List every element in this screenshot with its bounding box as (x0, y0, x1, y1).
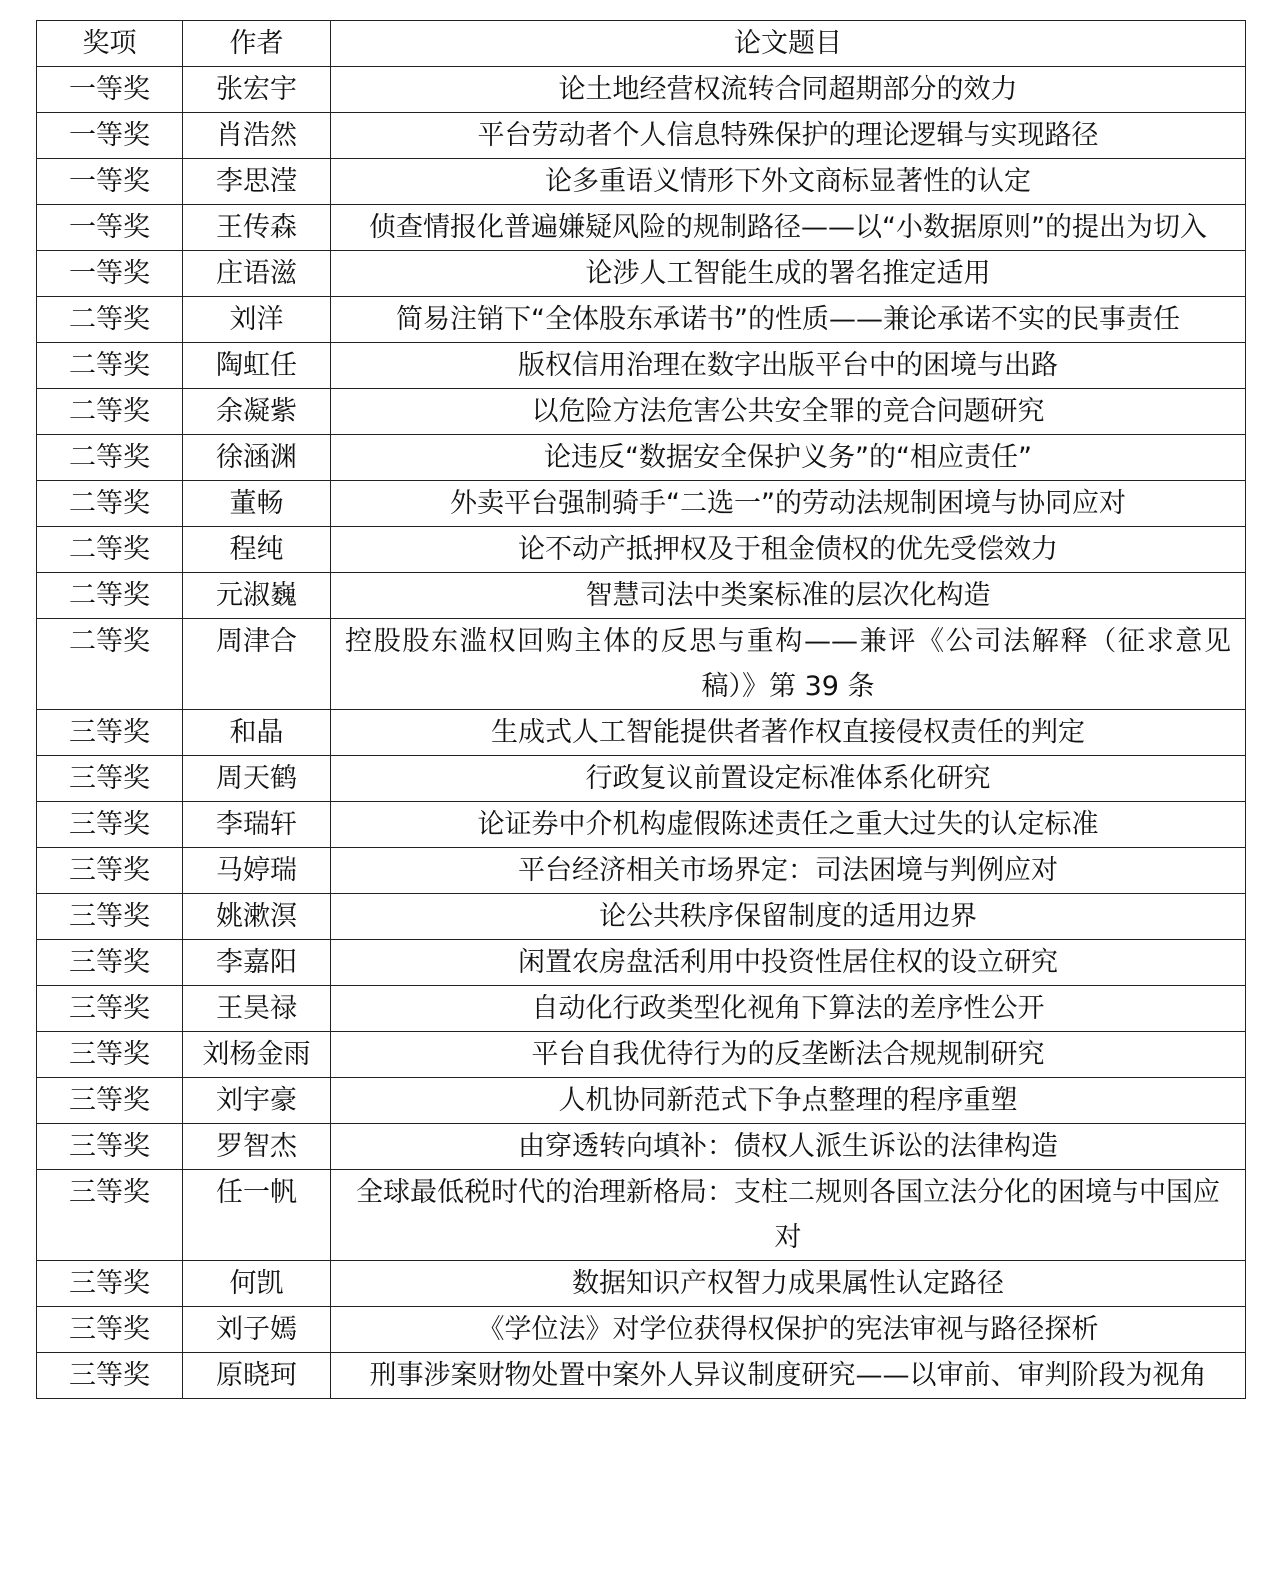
table-row (37, 756, 1246, 802)
table-row (37, 159, 1246, 205)
award-cell: 二等奖 (37, 573, 183, 619)
title-cell: 刑事涉案财物处置中案外人异议制度研究——以审前、审判阶段为视角 (331, 1353, 1246, 1399)
title-cell: 论违反“数据安全保护义务”的“相应责任” (331, 435, 1246, 481)
table-row (37, 389, 1246, 435)
author-cell: 程纯 (183, 527, 331, 573)
table-body (37, 67, 1246, 1399)
award-cell: 三等奖 (37, 1261, 183, 1307)
award-cell: 三等奖 (37, 894, 183, 940)
table-row (37, 1307, 1246, 1353)
title-cell: 论涉人工智能生成的署名推定适用 (331, 251, 1246, 297)
table-row (37, 527, 1246, 573)
award-cell: 三等奖 (37, 1353, 183, 1399)
title-cell: 简易注销下“全体股东承诺书”的性质——兼论承诺不实的民事责任 (331, 297, 1246, 343)
author-cell: 李嘉阳 (183, 940, 331, 986)
award-cell: 二等奖 (37, 619, 183, 710)
table-row (37, 435, 1246, 481)
title-cell: 行政复议前置设定标准体系化研究 (331, 756, 1246, 802)
award-cell: 二等奖 (37, 481, 183, 527)
author-cell: 和晶 (183, 710, 331, 756)
table-row (37, 343, 1246, 389)
table-row (37, 481, 1246, 527)
header-row (37, 21, 1246, 67)
title-cell: 数据知识产权智力成果属性认定路径 (331, 1261, 1246, 1307)
table-row (37, 986, 1246, 1032)
award-cell: 一等奖 (37, 67, 183, 113)
author-cell: 姚漱溟 (183, 894, 331, 940)
author-cell: 何凯 (183, 1261, 331, 1307)
title-cell: 平台经济相关市场界定：司法困境与判例应对 (331, 848, 1246, 894)
author-cell: 徐涵渊 (183, 435, 331, 481)
table-row (37, 113, 1246, 159)
award-cell: 二等奖 (37, 297, 183, 343)
award-cell: 二等奖 (37, 343, 183, 389)
table-row (37, 251, 1246, 297)
author-cell: 马婷瑞 (183, 848, 331, 894)
author-cell: 董畅 (183, 481, 331, 527)
award-cell: 一等奖 (37, 113, 183, 159)
table-row (37, 1170, 1246, 1261)
author-cell: 张宏宇 (183, 67, 331, 113)
title-cell: 论不动产抵押权及于租金债权的优先受偿效力 (331, 527, 1246, 573)
table-row (37, 802, 1246, 848)
table-row (37, 619, 1246, 710)
author-cell: 肖浩然 (183, 113, 331, 159)
table-row (37, 710, 1246, 756)
author-cell: 周天鹤 (183, 756, 331, 802)
title-cell: 论公共秩序保留制度的适用边界 (331, 894, 1246, 940)
table-row (37, 297, 1246, 343)
author-cell: 王昊禄 (183, 986, 331, 1032)
award-cell: 二等奖 (37, 435, 183, 481)
award-cell: 三等奖 (37, 1124, 183, 1170)
title-cell: 闲置农房盘活利用中投资性居住权的设立研究 (331, 940, 1246, 986)
title-cell: 论证券中介机构虚假陈述责任之重大过失的认定标准 (331, 802, 1246, 848)
award-cell: 三等奖 (37, 1032, 183, 1078)
author-cell: 庄语滋 (183, 251, 331, 297)
author-cell: 罗智杰 (183, 1124, 331, 1170)
title-cell: 生成式人工智能提供者著作权直接侵权责任的判定 (331, 710, 1246, 756)
title-cell: 以危险方法危害公共安全罪的竞合问题研究 (331, 389, 1246, 435)
author-cell: 刘宇豪 (183, 1078, 331, 1124)
title-cell: 由穿透转向填补：债权人派生诉讼的法律构造 (331, 1124, 1246, 1170)
award-cell: 三等奖 (37, 986, 183, 1032)
award-cell: 三等奖 (37, 848, 183, 894)
award-cell: 三等奖 (37, 802, 183, 848)
award-cell: 一等奖 (37, 205, 183, 251)
title-cell: 自动化行政类型化视角下算法的差序性公开 (331, 986, 1246, 1032)
table-row (37, 1353, 1246, 1399)
author-cell: 元淑巍 (183, 573, 331, 619)
author-cell: 王传森 (183, 205, 331, 251)
title-cell: 人机协同新范式下争点整理的程序重塑 (331, 1078, 1246, 1124)
title-cell: 平台劳动者个人信息特殊保护的理论逻辑与实现路径 (331, 113, 1246, 159)
award-cell: 三等奖 (37, 756, 183, 802)
table-row (37, 894, 1246, 940)
table-row (37, 848, 1246, 894)
title-cell: 平台自我优待行为的反垄断法合规规制研究 (331, 1032, 1246, 1078)
table-row (37, 1078, 1246, 1124)
award-cell: 二等奖 (37, 389, 183, 435)
award-cell: 三等奖 (37, 1078, 183, 1124)
award-cell: 三等奖 (37, 1170, 183, 1261)
title-cell: 版权信用治理在数字出版平台中的困境与出路 (331, 343, 1246, 389)
table-row (37, 1032, 1246, 1078)
author-cell: 刘子嫣 (183, 1307, 331, 1353)
title-cell: 论土地经营权流转合同超期部分的效力 (331, 67, 1246, 113)
award-cell: 三等奖 (37, 940, 183, 986)
title-cell: 《学位法》对学位获得权保护的宪法审视与路径探析 (331, 1307, 1246, 1353)
author-cell: 任一帆 (183, 1170, 331, 1261)
header-title: 论文题目 (331, 21, 1246, 67)
author-cell: 周津合 (183, 619, 331, 710)
table-row (37, 67, 1246, 113)
table-row (37, 1124, 1246, 1170)
table-row (37, 573, 1246, 619)
table-row (37, 205, 1246, 251)
award-cell: 一等奖 (37, 251, 183, 297)
author-cell: 陶虹任 (183, 343, 331, 389)
title-cell: 外卖平台强制骑手“二选一”的劳动法规制困境与协同应对 (331, 481, 1246, 527)
author-cell: 刘杨金雨 (183, 1032, 331, 1078)
award-cell: 二等奖 (37, 527, 183, 573)
title-cell: 论多重语义情形下外文商标显著性的认定 (331, 159, 1246, 205)
title-cell: 全球最低税时代的治理新格局：支柱二规则各国立法分化的困境与中国应对 (331, 1170, 1246, 1261)
author-cell: 李思滢 (183, 159, 331, 205)
award-cell: 一等奖 (37, 159, 183, 205)
title-cell: 侦查情报化普遍嫌疑风险的规制路径——以“小数据原则”的提出为切入 (331, 205, 1246, 251)
title-cell: 控股股东滥权回购主体的反思与重构——兼评《公司法解释（征求意见稿）》第 39 条 (331, 619, 1246, 710)
table-row (37, 1261, 1246, 1307)
author-cell: 李瑞轩 (183, 802, 331, 848)
author-cell: 原晓珂 (183, 1353, 331, 1399)
award-cell: 三等奖 (37, 710, 183, 756)
header-award: 奖项 (37, 21, 183, 67)
table-row (37, 940, 1246, 986)
author-cell: 刘洋 (183, 297, 331, 343)
author-cell: 余凝紫 (183, 389, 331, 435)
awards-table (36, 20, 1246, 1399)
header-author: 作者 (183, 21, 331, 67)
title-cell: 智慧司法中类案标准的层次化构造 (331, 573, 1246, 619)
award-cell: 三等奖 (37, 1307, 183, 1353)
